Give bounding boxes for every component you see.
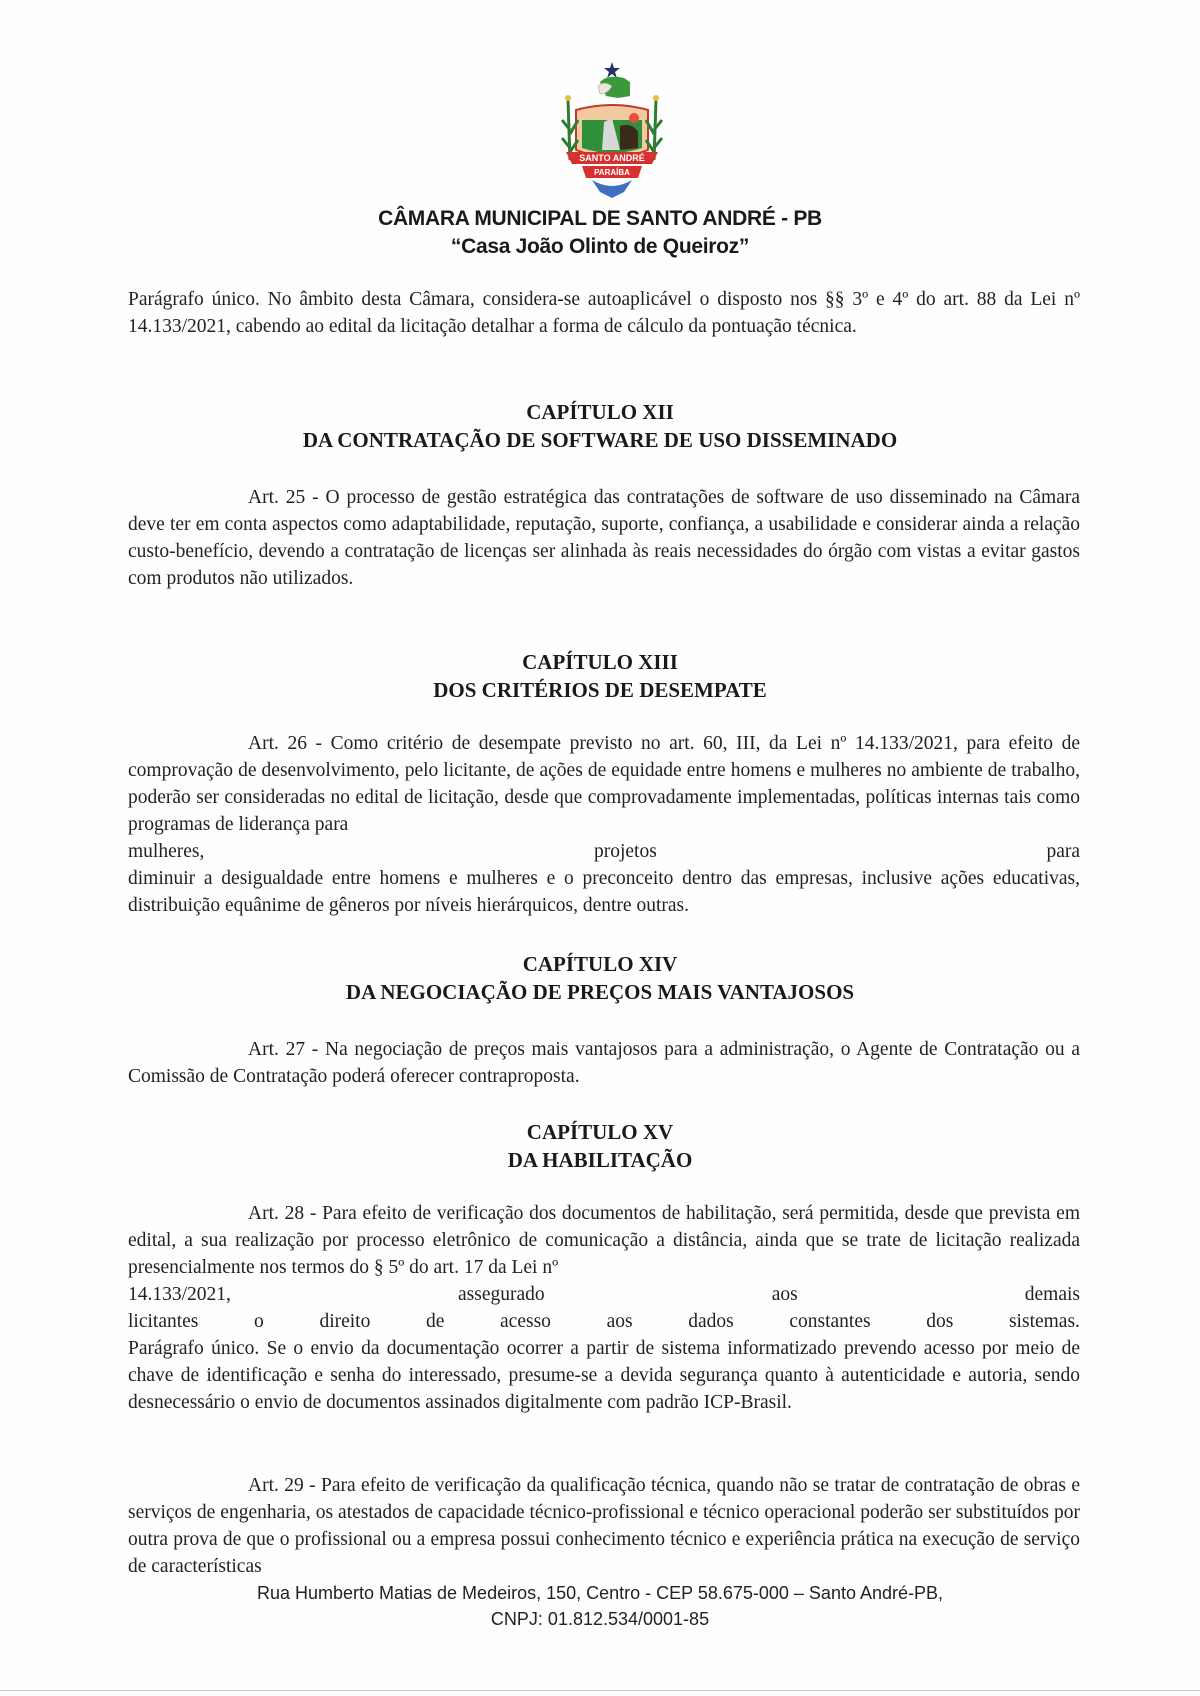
intro-paragraph bbox=[128, 286, 1080, 340]
word: licitantes bbox=[128, 1311, 199, 1332]
word: o bbox=[254, 1311, 264, 1332]
chapter-xiii-number: CAPÍTULO XIII bbox=[522, 650, 678, 674]
word: dos bbox=[926, 1311, 954, 1332]
article-27 bbox=[128, 1036, 1080, 1090]
institution-title: CÂMARA MUNICIPAL DE SANTO ANDRÉ - PB bbox=[378, 207, 822, 230]
article-text: Art. 28 - Para efeito de verificação dos documentos de habilitação, será permitida, desde que prevista em edital, a sua realização por processo eletrônico de comunicação a distância, ainda que se trate de licitação realizada presencialmente nos termos do § 5º do art. 17 da Lei nº bbox=[128, 1203, 1080, 1278]
spread-line bbox=[128, 838, 1080, 865]
word: para bbox=[1046, 841, 1080, 862]
article-29 bbox=[128, 1472, 1080, 1580]
article-text: diminuir a desigualdade entre homens e mulheres e o preconceito dentro das empresas, inclusive ações educativas, distribuição equânime de gêneros por níveis hierárquicos, dentre outras. bbox=[128, 868, 1080, 916]
svg-text:SANTO ANDRÉ: SANTO ANDRÉ bbox=[579, 153, 645, 163]
chapter-xv-title: DA HABILITAÇÃO bbox=[507, 1148, 693, 1172]
word: sistemas. bbox=[1008, 1311, 1080, 1332]
chapter-xiv-number: CAPÍTULO XIV bbox=[522, 952, 678, 976]
paragraph-unico: Parágrafo único. Se o envio da documentação ocorrer a partir de sistema informatizado prevendo acesso por meio de chave de identificação e senha do interessado, presume-se a devida segurança quanto à autenticidade e autoria, sendo desnecessário o envio de documentos assinados digitalmente com padrão ICP-Brasil. bbox=[128, 1338, 1080, 1413]
word: direito bbox=[319, 1311, 371, 1332]
svg-text:PARAÍBA: PARAÍBA bbox=[594, 168, 630, 177]
chapter-xii-number: CAPÍTULO XII bbox=[526, 400, 674, 424]
word: projetos bbox=[593, 841, 657, 862]
word: demais bbox=[1024, 1284, 1080, 1305]
spread-line bbox=[128, 1281, 1080, 1308]
word: dados bbox=[688, 1311, 734, 1332]
chapter-xv-number: CAPÍTULO XV bbox=[526, 1120, 674, 1144]
article-text: Art. 25 - O processo de gestão estratégica das contratações de software de uso disseminado na Câmara deve ter em conta aspectos como adaptabilidade, reputação, suporte, confiança, a usabilidade e considerar ainda a relação custo-benefício, devendo a contratação de licenças ser alinhada às reais necessidades do órgão com vistas a evitar gastos com produtos não utilizados. bbox=[128, 487, 1080, 589]
word: acesso bbox=[500, 1311, 551, 1332]
page-edge-divider bbox=[0, 1690, 1200, 1691]
municipal-crest-icon bbox=[548, 60, 676, 200]
article-26 bbox=[128, 730, 1080, 919]
word: assegurado bbox=[457, 1284, 545, 1305]
article-28 bbox=[128, 1200, 1080, 1416]
word: aos bbox=[606, 1311, 633, 1332]
article-text: Art. 29 - Para efeito de verificação da qualificação técnica, quando não se tratar de contratação de obras e serviços de engenharia, os atestados de capacidade técnico-profissional e técnico operacional poderão ser substituídos por outra prova de que o profissional ou a empresa possui conhecimento técnico e experiência prática na execução de serviço de características bbox=[128, 1475, 1080, 1577]
paragraph-text: Parágrafo único. No âmbito desta Câmara, considera-se autoaplicável o disposto nos §§ 3º e 4º do art. 88 da Lei nº 14.133/2021, cabendo ao edital da licitação detalhar a forma de cálculo da pontuação técnica. bbox=[128, 289, 1080, 337]
word: de bbox=[425, 1311, 445, 1332]
spread-line bbox=[128, 1308, 1080, 1335]
chapter-xii-title: DA CONTRATAÇÃO DE SOFTWARE DE USO DISSEMINADO bbox=[302, 428, 898, 452]
article-25 bbox=[128, 484, 1080, 592]
article-text: Art. 27 - Na negociação de preços mais vantajosos para a administração, o Agente de Contratação ou a Comissão de Contratação poderá oferecer contraproposta. bbox=[128, 1039, 1080, 1087]
footer-address: Rua Humberto Matias de Medeiros, 150, Centro - CEP 58.675-000 – Santo André-PB, bbox=[256, 1583, 944, 1603]
word: constantes bbox=[789, 1311, 871, 1332]
chapter-xiv-title: DA NEGOCIAÇÃO DE PREÇOS MAIS VANTAJOSOS bbox=[345, 980, 855, 1004]
footer-cnpj: CNPJ: 01.812.534/0001-85 bbox=[490, 1609, 710, 1629]
word: aos bbox=[771, 1284, 798, 1305]
institution-subtitle: “Casa João Olinto de Queiroz” bbox=[450, 235, 750, 258]
word: mulheres, bbox=[128, 841, 205, 862]
word: 14.133/2021, bbox=[128, 1284, 231, 1305]
chapter-xiii-title: DOS CRITÉRIOS DE DESEMPATE bbox=[433, 678, 767, 702]
article-text: Art. 26 - Como critério de desempate previsto no art. 60, III, da Lei nº 14.133/2021, para efeito de comprovação de desenvolvimento, pelo licitante, de ações de equidade entre homens e mulheres no ambiente de trabalho, poderão ser consideradas no edital de licitação, desde que comprovadamente implementadas, políticas internas tais como programas de liderança para bbox=[128, 733, 1080, 835]
